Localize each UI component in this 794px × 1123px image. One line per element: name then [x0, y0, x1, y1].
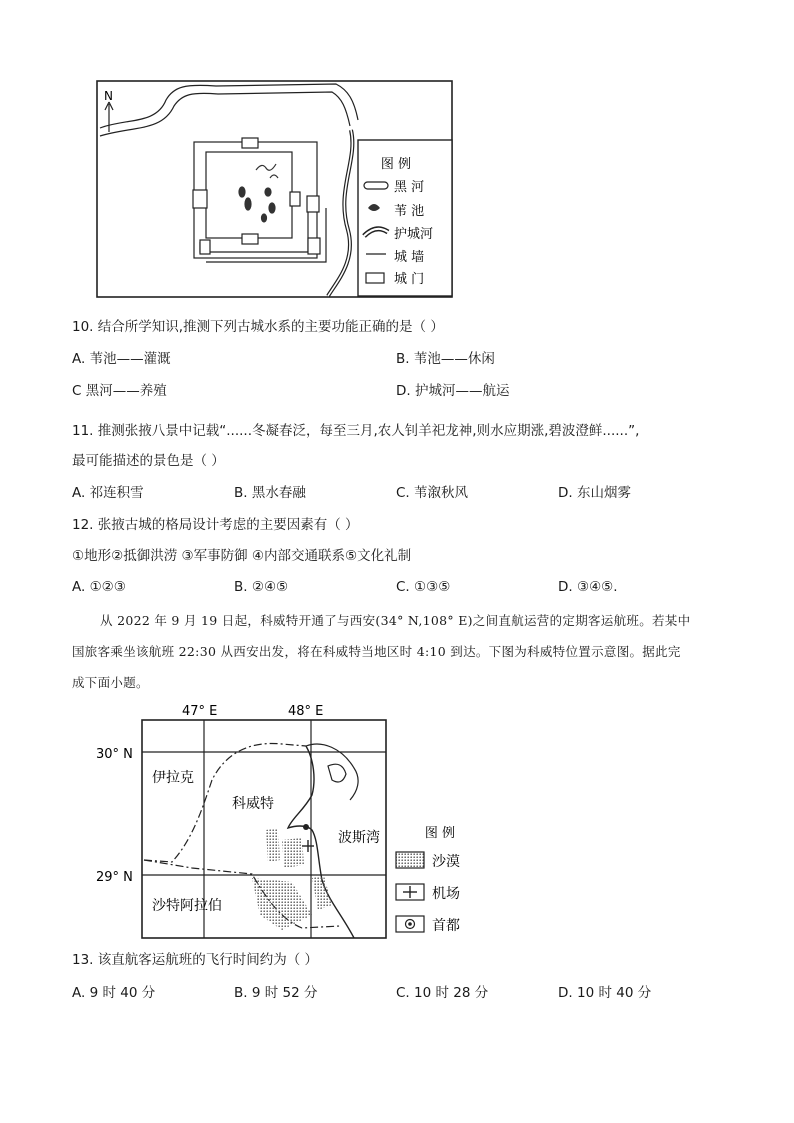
legend1-title: 图 例	[380, 157, 412, 172]
lat-30-label: 30° N	[96, 747, 133, 762]
legend2-item: 机场	[432, 886, 460, 902]
q10-stem: 10. 结合所学知识,推测下列古城水系的主要功能正确的是（ ）	[72, 319, 444, 335]
q11-stem-line2: 最可能描述的景色是（ ）	[72, 453, 225, 469]
label-persian-gulf: 波斯湾	[338, 830, 380, 846]
q13-option-c[interactable]: C. 10 时 28 分	[396, 985, 489, 1001]
q10-option-a[interactable]: A. 苇池——灌溉	[72, 351, 171, 367]
lat-29-label: 29° N	[96, 870, 133, 885]
q12-stem: 12. 张掖古城的格局设计考虑的主要因素有（ ）	[72, 517, 359, 533]
q11-option-d[interactable]: D. 东山烟雾	[558, 485, 631, 501]
capital-icon	[303, 824, 309, 830]
label-saudi-arabia: 沙特阿拉伯	[152, 898, 222, 914]
q10-option-b[interactable]: B. 苇池——休闲	[396, 351, 495, 367]
kuwait-map	[92, 700, 482, 945]
passage-line3: 成下面小题。	[72, 675, 149, 690]
legend1-item: 城 墙	[394, 250, 425, 265]
q10-option-d[interactable]: D. 护城河——航运	[396, 383, 510, 399]
q11-option-a[interactable]: A. 祁连积雪	[72, 485, 144, 501]
q12-option-d[interactable]: D. ③④⑤.	[558, 579, 618, 595]
q13-option-d[interactable]: D. 10 时 40 分	[558, 985, 652, 1001]
q12-option-b[interactable]: B. ②④⑤	[234, 579, 289, 595]
lon-47-label: 47° E	[182, 704, 218, 719]
passage-line2: 国旅客乘坐该航班 22:30 从西安出发，将在科威特当地区时 4:10 到达。下图为科威特位置示意图。据此完	[72, 644, 681, 659]
passage-line1: 从 2022 年 9 月 19 日起，科威特开通了与西安(34° N,108° E)之间直航运营的定期客运航班。若某中	[100, 613, 691, 628]
q13-option-a[interactable]: A. 9 时 40 分	[72, 985, 156, 1001]
q13-stem: 13. 该直航客运航班的飞行时间约为（ ）	[72, 952, 319, 968]
q12-option-c[interactable]: C. ①③⑤	[396, 579, 451, 595]
desert-legend-icon	[396, 852, 424, 868]
q12-factors: ①地形②抵御洪涝 ③军事防御 ④内部交通联系⑤文化礼制	[72, 548, 412, 564]
hei-river-legend-icon	[364, 182, 388, 189]
legend1-item: 苇 池	[394, 204, 425, 219]
ancient-city-map	[96, 80, 453, 298]
legend2-item: 沙漠	[432, 854, 460, 870]
legend2-item: 首都	[432, 918, 460, 934]
q11-option-c[interactable]: C. 苇溆秋风	[396, 485, 469, 501]
label-kuwait: 科威特	[232, 796, 274, 812]
legend2-title: 图 例	[424, 826, 456, 841]
q11-option-b[interactable]: B. 黑水春融	[234, 485, 306, 501]
q10-option-c[interactable]: C 黑河——养殖	[72, 383, 167, 399]
legend1-item: 城 门	[394, 272, 425, 287]
lon-48-label: 48° E	[288, 704, 324, 719]
label-iraq: 伊拉克	[152, 770, 194, 786]
legend1-item: 黑 河	[394, 180, 425, 195]
legend1-item: 护城河	[394, 227, 434, 242]
q12-option-a[interactable]: A. ①②③	[72, 579, 126, 595]
q11-stem-line1: 11. 推测张掖八景中记载“......冬凝春泛，每至三月,农人钊羊祀龙神,则水应期涨,碧波澄鲜......”,	[72, 423, 640, 439]
gate-legend-icon	[366, 273, 384, 283]
q13-option-b[interactable]: B. 9 时 52 分	[234, 985, 318, 1001]
north-label: N	[104, 89, 113, 103]
